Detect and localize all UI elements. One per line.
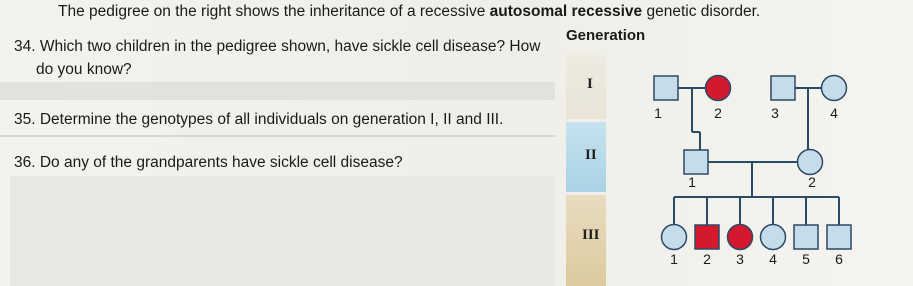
generation-2-label: II (585, 147, 597, 163)
gen2-label-1: 1 (688, 174, 696, 190)
gen3-individual-4 (761, 225, 786, 250)
gen1-label-2: 2 (714, 105, 722, 121)
gen1-individual-3 (771, 76, 795, 100)
answer-area (10, 176, 555, 286)
generation-3-label: III (582, 227, 600, 243)
generation-1-label: I (587, 76, 593, 92)
gen1-individual-4 (822, 76, 847, 101)
gen3-individual-2 (695, 225, 719, 249)
divider (0, 135, 555, 137)
gen3-individual-3 (728, 225, 753, 250)
gen3-label-4: 4 (769, 251, 777, 267)
gen1-individual-1 (654, 76, 678, 100)
title-part-1: The pedigree on the right shows the inheritance of a recessive (58, 3, 490, 20)
gen3-label-5: 5 (802, 251, 810, 267)
gen3-label-1: 1 (670, 251, 678, 267)
gen3-individual-5 (794, 225, 818, 249)
question-35: 35. Determine the genotypes of all individuals on generation I, II and III. (14, 111, 504, 128)
generation-heading: Generation (566, 27, 646, 44)
question-34-line-1: 34. Which two children in the pedigree shown, have sickle cell disease? How (14, 38, 541, 55)
generation-1-panel (566, 55, 606, 119)
gen1-label-3: 3 (771, 105, 779, 121)
question-36: 36. Do any of the grandparents have sickle cell disease? (14, 154, 403, 171)
gen1-label-4: 4 (830, 105, 838, 121)
gen3-individual-6 (827, 225, 851, 249)
gen3-label-2: 2 (703, 251, 711, 267)
gen1-individual-2 (706, 76, 731, 101)
gen1-label-1: 1 (654, 105, 662, 121)
gen2-individual-2 (798, 150, 823, 175)
gen3-label-6: 6 (835, 251, 843, 267)
pedigree-chart (640, 0, 913, 286)
gen3-label-3: 3 (736, 251, 744, 267)
title-part-2: genetic disorder. (642, 3, 761, 20)
gen2-individual-1 (684, 150, 708, 174)
highlight-band (0, 82, 555, 100)
gen2-label-2: 2 (808, 174, 816, 190)
gen3-individual-1 (662, 225, 687, 250)
question-34-line-2: do you know? (36, 61, 132, 78)
title-bold: autosomal recessive (489, 3, 643, 20)
